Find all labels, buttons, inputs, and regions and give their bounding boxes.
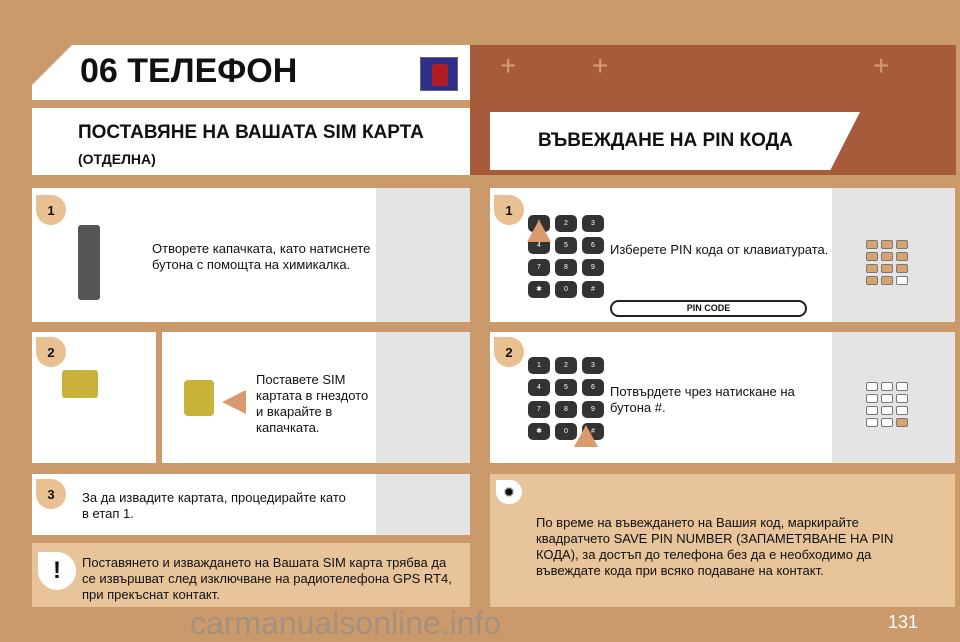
pin-code-button[interactable]: PIN CODE — [610, 300, 807, 317]
key: 9 — [582, 401, 604, 418]
radio-thumbnail — [376, 332, 470, 463]
watermark: carmanualsonline.info — [190, 605, 502, 641]
tip-text: По време на въвеждането на Вашия код, маркирайте квадратчето SAVE PIN NUMBER (ЗАПАМЕТЯВАНЕ НА PIN КОДА), за достъп до телефона без да е необходимо да въвеждате кода при всяко подаване на контакт. — [536, 515, 894, 578]
step-text: Отворете капачката, като натиснете бутона с помощта на химикалка. — [152, 241, 371, 272]
key: 2 — [555, 357, 577, 374]
key: 8 — [555, 401, 577, 418]
step-number: 3 — [36, 479, 66, 509]
decor-plus: + — [592, 50, 609, 81]
key: ✱ — [528, 281, 550, 298]
step-text: За да извадите картата, процедирайте като в етап 1. — [82, 490, 346, 521]
phone-sim-icon — [420, 57, 458, 91]
key: 3 — [582, 357, 604, 374]
page-number: 131 — [887, 612, 918, 632]
right-heading: ВЪВЕЖДАНЕ НА PIN КОДА — [538, 130, 793, 151]
step-text: Потвърдете чрез натискане на бутона #. — [610, 384, 795, 415]
key: 0 — [555, 423, 577, 440]
sim-card-icon — [62, 370, 98, 398]
left-heading — [78, 120, 424, 172]
decor-plus: + — [873, 50, 890, 81]
step-number: 2 — [36, 337, 66, 367]
key: 9 — [582, 259, 604, 276]
step-number: 2 — [494, 337, 524, 367]
page-title: 06 ТЕЛЕФОН — [80, 52, 298, 90]
lightbulb-icon: ✹ — [496, 480, 522, 504]
key: ✱ — [528, 423, 550, 440]
arrow-up-icon — [527, 220, 551, 242]
step-text: Поставете SIM картата в гнездото и вкарайте в капачката. — [256, 372, 369, 435]
sim-card-icon — [184, 380, 214, 416]
radio-thumbnail — [376, 474, 470, 535]
key: 5 — [555, 237, 577, 254]
key: 1 — [528, 357, 550, 374]
step-number: 1 — [494, 195, 524, 225]
key: 6 — [582, 237, 604, 254]
radio-thumbnail — [376, 188, 470, 322]
key: 4 — [528, 237, 550, 254]
key: 7 — [528, 259, 550, 276]
key: # — [582, 423, 604, 440]
radio-keypad — [866, 382, 908, 427]
step-text: Изберете PIN кода от клавиатурата. — [610, 242, 829, 257]
pen-illustration — [78, 225, 100, 300]
warning-text: Поставянето и изваждането на Вашата SIM карта трябва да се извършват след изключване на радиотелефона GPS RT4, при прекъснат контакт. — [82, 555, 452, 602]
arrow-up-icon — [574, 425, 598, 447]
key: 1 — [528, 215, 550, 232]
warning-icon: ! — [38, 552, 76, 590]
left-heading-note: (ОТДЕЛНА) — [78, 151, 156, 167]
key: 0 — [555, 281, 577, 298]
key: 3 — [582, 215, 604, 232]
key: 7 — [528, 401, 550, 418]
key: 6 — [582, 379, 604, 396]
radio-keypad — [866, 240, 908, 285]
arrow-left-icon — [222, 390, 246, 414]
left-heading-text: ПОСТАВЯНЕ НА ВАШАТА SIM КАРТА — [78, 122, 424, 143]
key: 8 — [555, 259, 577, 276]
key: # — [582, 281, 604, 298]
step-number: 1 — [36, 195, 66, 225]
key: 4 — [528, 379, 550, 396]
key: 2 — [555, 215, 577, 232]
decor-plus: + — [500, 50, 517, 81]
key: 5 — [555, 379, 577, 396]
